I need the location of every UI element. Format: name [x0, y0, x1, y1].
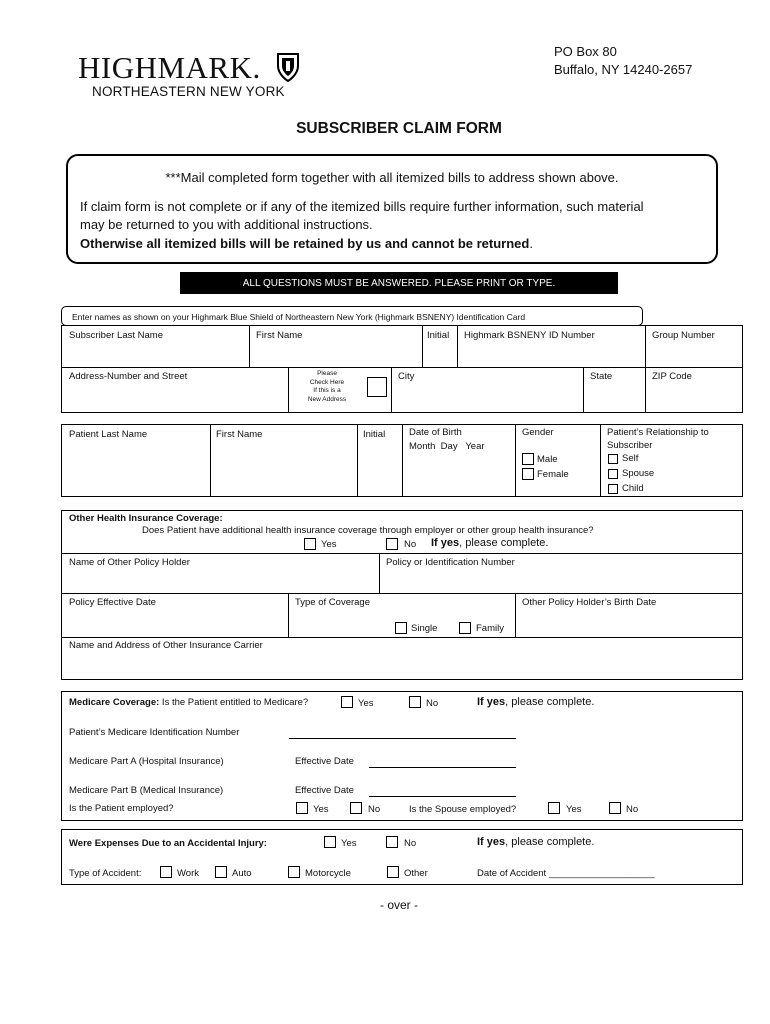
single-label: Single	[411, 623, 438, 634]
medicare-no-checkbox[interactable]	[409, 696, 421, 708]
carrier-field[interactable]	[62, 653, 742, 679]
subscriber-instruction: Enter names as shown on your Highmark Blue Shield of Northeastern New York (Highmark BSNENY) Identification Card	[72, 312, 526, 322]
accident-no-label: No	[404, 838, 417, 849]
subscriber-initial-label: Initial	[427, 330, 450, 341]
holder-dob-label: Other Policy Holder’s Birth Date	[522, 597, 657, 608]
dob-parts-label: Month Day Year	[409, 441, 485, 452]
instructions-banner-text: ALL QUESTIONS MUST BE ANSWERED. PLEASE PRINT OR TYPE.	[242, 278, 556, 289]
notice-line3: may be returned to you with additional instructions.	[80, 217, 373, 232]
female-checkbox[interactable]	[522, 468, 534, 480]
subscriber-id-field[interactable]	[458, 342, 644, 366]
other-insurance-no-checkbox[interactable]	[386, 538, 398, 550]
accident-no-checkbox[interactable]	[386, 836, 398, 848]
accident-heading: Were Expenses Due to an Accidental Injury:	[69, 838, 267, 849]
instructions-banner	[180, 272, 618, 294]
subscriber-first-name-field[interactable]	[250, 342, 421, 366]
accident-yes-label: Yes	[341, 838, 357, 849]
part-a-effective-label: Effective Date	[295, 756, 354, 767]
family-checkbox[interactable]	[459, 622, 471, 634]
medicare-question-line	[69, 697, 308, 708]
city-label: City	[398, 371, 415, 382]
relationship-label-2: Subscriber	[607, 440, 653, 451]
other-insurance-heading: Other Health Insurance Coverage:	[69, 513, 223, 524]
address-field[interactable]	[62, 384, 287, 412]
mailing-address-line1: PO Box 80	[554, 44, 617, 59]
logo-subtitle: NORTHEASTERN NEW YORK	[92, 84, 285, 99]
mailing-address-line2: Buffalo, NY 14240-2657	[554, 62, 693, 77]
single-checkbox[interactable]	[395, 622, 407, 634]
work-label: Work	[177, 868, 199, 879]
spouse-employed-no-label: No	[626, 804, 639, 815]
spouse-checkbox[interactable]	[608, 469, 618, 479]
child-checkbox[interactable]	[608, 484, 618, 494]
subscriber-first-name-label: First Name	[256, 330, 303, 341]
patient-employed-yes-label: Yes	[313, 804, 329, 815]
part-b-effective-field[interactable]	[369, 796, 516, 797]
footer-over: - over -	[379, 898, 418, 912]
policy-number-label: Policy or Identification Number	[386, 557, 515, 568]
accident-if-yes: If yes, please complete.	[477, 836, 595, 848]
patient-employed-label: Is the Patient employed?	[69, 803, 174, 814]
male-label: Male	[537, 454, 558, 465]
other-insurance-yes-label: Yes	[321, 539, 337, 550]
part-a-label: Medicare Part A (Hospital Insurance)	[69, 756, 224, 767]
spouse-employed-label: Is the Spouse employed?	[409, 804, 517, 815]
group-number-label: Group Number	[652, 330, 715, 341]
family-label: Family	[476, 623, 504, 634]
medicare-id-label: Patient’s Medicare Identification Number	[69, 727, 240, 738]
male-checkbox[interactable]	[522, 453, 534, 465]
spouse-employed-no-checkbox[interactable]	[609, 802, 621, 814]
spouse-label: Spouse	[622, 468, 655, 479]
auto-checkbox[interactable]	[215, 866, 227, 878]
state-field[interactable]	[584, 384, 644, 412]
zip-label: ZIP Code	[652, 371, 692, 382]
self-label: Self	[622, 453, 639, 464]
part-a-effective-field[interactable]	[369, 767, 516, 768]
group-number-field[interactable]	[646, 342, 742, 366]
patient-initial-label: Initial	[363, 429, 386, 440]
dob-label: Date of Birth	[409, 427, 462, 438]
self-checkbox[interactable]	[608, 454, 618, 464]
state-label: State	[590, 371, 613, 382]
medicare-id-field[interactable]	[289, 738, 516, 739]
new-address-note: Please Check Here If this is a New Address	[307, 370, 347, 403]
relationship-label-1: Patient’s Relationship to	[607, 427, 709, 438]
accident-yes-checkbox[interactable]	[324, 836, 336, 848]
policy-number-field[interactable]	[380, 570, 742, 592]
gender-label: Gender	[522, 427, 554, 438]
patient-last-name-field[interactable]	[62, 442, 209, 496]
effective-date-label: Policy Effective Date	[69, 597, 156, 608]
shield-icon	[276, 51, 300, 83]
other-checkbox[interactable]	[387, 866, 399, 878]
notice-line1: ***Mail completed form together with all itemized bills to address shown above.	[165, 170, 619, 185]
other-insurance-if-yes: If yes, please complete.	[431, 537, 549, 549]
medicare-heading: Medicare Coverage:	[69, 697, 160, 708]
city-field[interactable]	[392, 384, 582, 412]
notice-line2: If claim form is not complete or if any of the itemized bills require further information, such material	[80, 199, 644, 214]
address-label: Address-Number and Street	[69, 371, 188, 382]
subscriber-last-name-label: Subscriber Last Name	[69, 330, 163, 341]
spouse-employed-yes-checkbox[interactable]	[548, 802, 560, 814]
part-b-label: Medicare Part B (Medical Insurance)	[69, 785, 224, 796]
medicare-yes-checkbox[interactable]	[341, 696, 353, 708]
other-insurance-no-label: No	[404, 539, 417, 550]
other-insurance-yes-checkbox[interactable]	[304, 538, 316, 550]
motorcycle-label: Motorcycle	[305, 868, 351, 879]
logo-wordmark: HIGHMARK.	[78, 50, 261, 85]
work-checkbox[interactable]	[160, 866, 172, 878]
other-insurance-question: Does Patient have additional health insurance coverage through employer or other group health insurance?	[142, 525, 594, 536]
carrier-label: Name and Address of Other Insurance Carrier	[69, 640, 263, 651]
motorcycle-checkbox[interactable]	[288, 866, 300, 878]
logo	[70, 48, 310, 104]
new-address-checkbox[interactable]	[367, 377, 387, 397]
medicare-yes-label: Yes	[358, 698, 374, 709]
patient-employed-no-label: No	[368, 804, 381, 815]
medicare-if-yes: If yes, please complete.	[477, 696, 595, 708]
policy-holder-label: Name of Other Policy Holder	[69, 557, 190, 568]
notice-line4	[80, 236, 533, 251]
coverage-type-label: Type of Coverage	[295, 597, 370, 608]
patient-first-name-field[interactable]	[211, 442, 356, 496]
effective-date-field[interactable]	[62, 610, 287, 636]
patient-employed-yes-checkbox[interactable]	[296, 802, 308, 814]
auto-label: Auto	[232, 868, 252, 879]
subscriber-id-label: Highmark BSNENY ID Number	[464, 330, 595, 341]
spouse-employed-yes-label: Yes	[566, 804, 582, 815]
notice-period: .	[529, 236, 533, 251]
patient-first-name-label: First Name	[216, 429, 263, 440]
medicare-question: Is the Patient entitled to Medicare?	[159, 697, 309, 708]
dob-field[interactable]	[403, 455, 514, 496]
female-label: Female	[537, 469, 569, 480]
holder-dob-field[interactable]	[516, 610, 742, 636]
zip-field[interactable]	[646, 384, 742, 412]
medicare-no-label: No	[426, 698, 439, 709]
patient-last-name-label: Patient Last Name	[69, 429, 148, 440]
notice-warning: Otherwise all itemized bills will be retained by us and cannot be returned	[80, 236, 530, 251]
child-label: Child	[622, 483, 644, 494]
other-label: Other	[404, 868, 428, 879]
subscriber-last-name-field[interactable]	[62, 342, 248, 366]
part-b-effective-label: Effective Date	[295, 785, 354, 796]
policy-holder-field[interactable]	[62, 570, 378, 592]
accident-date-label: Date of Accident ____________________	[477, 868, 655, 879]
patient-employed-no-checkbox[interactable]	[350, 802, 362, 814]
form-title: SUBSCRIBER CLAIM FORM	[296, 120, 502, 137]
accident-type-label: Type of Accident:	[69, 868, 142, 879]
